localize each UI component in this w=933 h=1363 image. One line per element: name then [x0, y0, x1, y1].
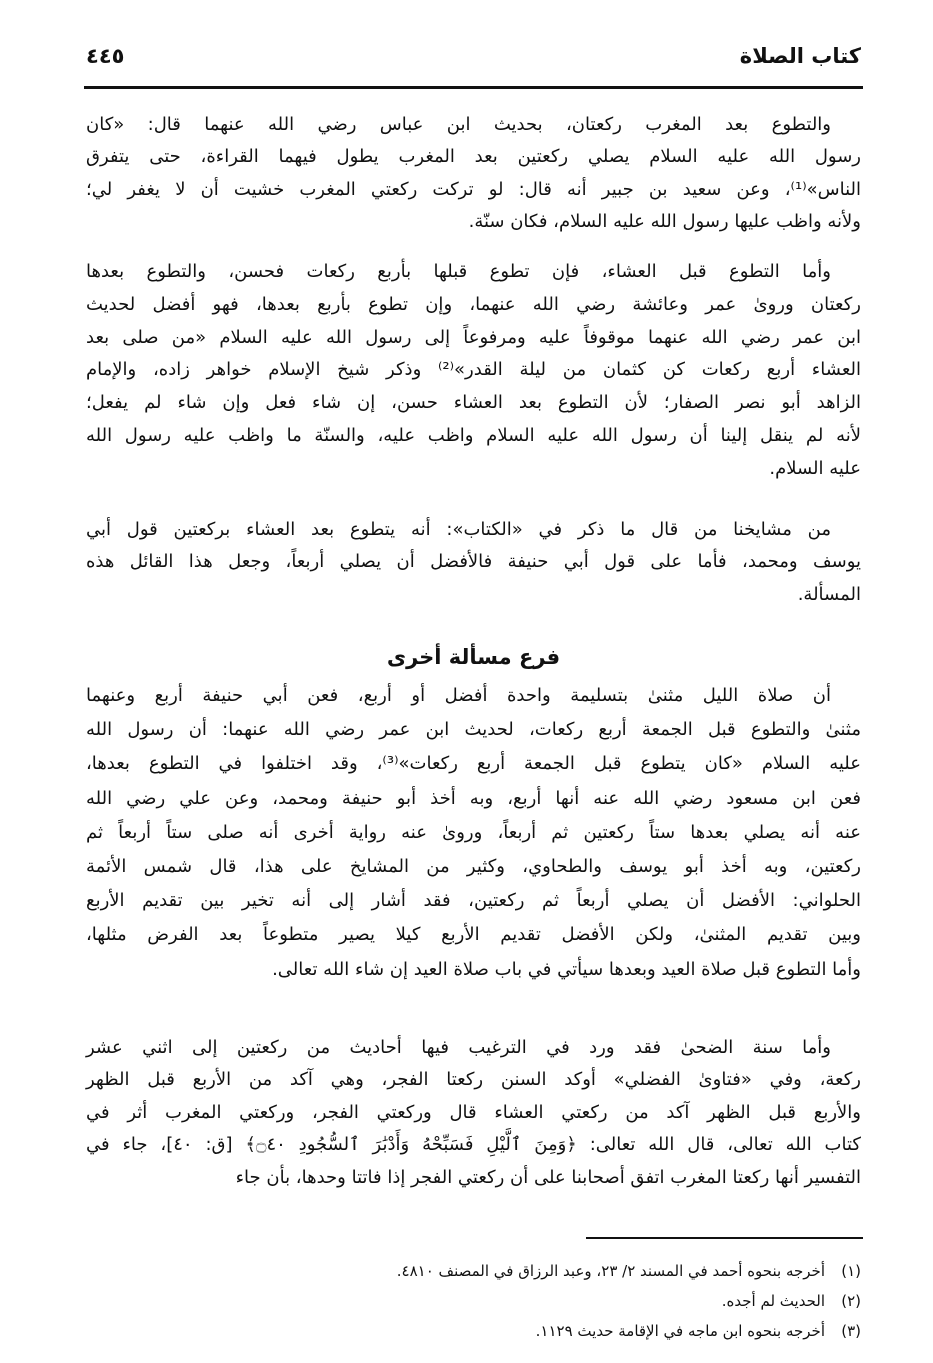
text-line: وأما سنة الضحىٰ فقد ورد في الترغيب فيها أحاديث من ركعتين إلى اثني عشر	[86, 1037, 831, 1058]
text-line: عليه السلام «كان يتطوع قبل الجمعة أربع ركعات»⁽³⁾، وقد اختلفوا في التطوع بعدها،	[86, 753, 861, 775]
running-header-title: كتاب الصلاة	[739, 44, 861, 68]
footnote-text: أخرجه بنحوه أحمد في المسند ٢/ ٢٣، وعبد الرزاق في المصنف ٤٨١٠.	[396, 1262, 825, 1280]
paragraph	[86, 109, 861, 239]
footnote-number: (١)	[841, 1262, 861, 1280]
text-line: ابن عمر رضي الله عنهما موقوفاً عليه ومرفوعاً إلى رسول الله عليه السلام «من صلى بعد	[86, 326, 861, 348]
text-line: أن صلاة الليل مثنىٰ بتسليمة واحدة أفضل أو أربع، فعن أبي حنيفة أربع وعنهما	[86, 685, 831, 706]
text-line: ركعة، وفي «فتاوىٰ الفضلي» أوكد السنن ركعتا الفجر، وهي آكد من الأربع قبل الظهر	[86, 1069, 861, 1091]
text-line: ولأنه واظب عليها رسول الله عليه السلام، فكان سنّة.	[468, 211, 861, 233]
text-line: من مشايخنا من قال ما ذكر في «الكتاب»: أنه يتطوع بعد العشاء بركعتين قول أبي	[86, 519, 831, 540]
text-line: رسول الله عليه السلام يصلي ركعتين بعد المغرب يطول فيهما القراءة، حتى يتفرق	[86, 146, 861, 168]
text-line: التفسير أنها ركعتا المغرب اتفق أصحابنا على أن ركعتي الفجر إذا فاتتا وحدها، بأن جاء	[235, 1166, 861, 1188]
text-line: لأنه لم ينقل إلينا أن رسول الله عليه السلام واظب عليه، والسنّة ما واظب عليه رسول الله	[86, 424, 861, 446]
paragraph	[86, 256, 861, 486]
footnote-rule	[586, 1237, 863, 1239]
text-line: ركعتان وروىٰ عمر وعائشة رضي الله عنهما، وإن تطوع بأربع بعدها، فهو أفضل لحديث	[86, 293, 861, 315]
footnote	[397, 1256, 861, 1286]
text-line: الناس»⁽¹⁾، وعن سعيد بن جبير أنه قال: لو تركت ركعتي المغرب خشيت أن لا يغفر لي؛	[86, 178, 861, 200]
footnote	[397, 1286, 861, 1316]
text-line: فعن ابن مسعود رضي الله عنه أنها أربع، وبه أخذ أبو حنيفة ومحمد، وعن علي رضي الله	[86, 787, 861, 809]
text-line: الزاهد أبو نصر الصفار؛ لأن التطوع بعد العشاء حسن، إن شاء فعل وإن شاء لم يفعل؛	[86, 392, 861, 414]
text-line: مثنىٰ والتطوع قبل الجمعة أربع ركعات، لحديث ابن عمر رضي الله عنهما: أن رسول الله	[86, 719, 861, 741]
header-rule	[84, 86, 863, 89]
page-number: ٤٤٥	[86, 44, 125, 68]
text-line: ركعتين، وبه أخذ أبو يوسف والطحاوي، وكثير من المشايخ على هذا، قال شمس الأئمة	[86, 855, 861, 877]
text-line: العشاء أربع ركعات كن كثمان من ليلة القدر»⁽²⁾ وذكر شيخ الإسلام خواهر زاده، والإمام	[86, 359, 861, 381]
paragraph	[86, 679, 861, 987]
footnote	[397, 1316, 861, 1346]
text-line: الحلواني: الأفضل أن يصلي أربعاً ثم ركعتين، فقد أشار إلى أنه تخير بين تقديم الأربع	[86, 890, 861, 912]
text-line: وأما التطوع قبل العشاء، فإن تطوع قبلها بأربع ركعات فحسن، والتطوع بعدها	[86, 261, 831, 282]
footnote-number: (٢)	[841, 1292, 861, 1310]
section-heading: فرع مسألة أخرى	[386, 645, 561, 669]
text-line: والتطوع بعد المغرب ركعتان، بحديث ابن عباس رضي الله عنهما قال: «كان	[86, 114, 831, 135]
footnote-text: أخرجه بنحوه ابن ماجه في الإقامة حديث ١١٢٩.	[535, 1322, 825, 1340]
text-line: عنه أنه يصلي بعدها ستاً ركعتين ثم أربعاً، وروىٰ عنه رواية أخرى أنه صلى ستاً أربعاً ثم	[86, 821, 861, 843]
text-line: وبين تقديم المثنىٰ، ولكن الأفضل تقديم الأربع كيلا يصير متطوعاً بعد الفرض مثلها،	[86, 924, 861, 946]
footnotes	[397, 1256, 861, 1346]
text-line: كتاب الله تعالى، قال الله تعالى: ﴿وَمِنَ ٱلَّيْلِ فَسَبِّحْهُ وَأَدْبَٰرَ ٱلسُّجُودِ ۝٤٠﴾ [ق: ٤٠]، جاء في	[86, 1134, 861, 1156]
text-line: يوسف ومحمد، فأما على قول أبي حنيفة فالأفضل أن يصلي أربعاً، وجعل هذا القائل هذه	[86, 551, 861, 573]
text-line: والأربع قبل الظهر آكد من ركعتي العشاء قال وركعتي الفجر، وركعتي المغرب أثر في	[86, 1101, 861, 1123]
text-line: المسألة.	[797, 583, 861, 605]
text-line: عليه السلام.	[769, 457, 861, 479]
footnote-number: (٣)	[841, 1322, 861, 1340]
paragraph	[86, 1032, 861, 1194]
text-line: وأما التطوع قبل صلاة العيد وبعدها سيأتي في باب صلاة العيد إن شاء الله تعالى.	[272, 958, 861, 980]
paragraph	[86, 514, 861, 611]
footnote-text: الحديث لم أجده.	[721, 1292, 825, 1310]
